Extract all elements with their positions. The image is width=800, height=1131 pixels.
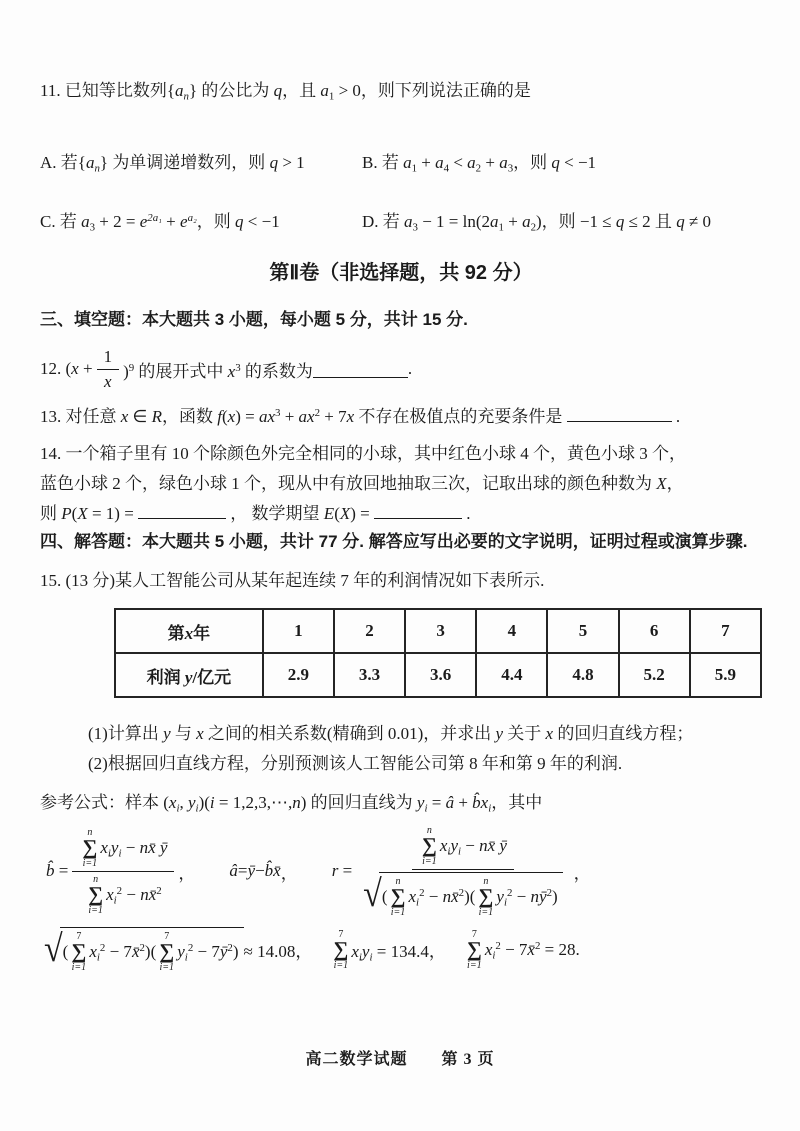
sum-upper-limit: n xyxy=(87,827,93,838)
sum-upper-limit: n xyxy=(426,825,432,836)
year-cell: 2 xyxy=(334,609,405,653)
radical-symbol: √ xyxy=(363,873,382,916)
q11-options-row-2 xyxy=(40,209,762,235)
part2-title: 第Ⅱ卷（非选择题，共 92 分） xyxy=(269,262,533,284)
q14-line-2: 蓝色小球 2 个，绿色小球 1 个，现从中有放回地抽取三次，记取出球的颜色种数为 X， xyxy=(40,474,684,493)
sqrt-radical xyxy=(363,872,563,918)
sigma-symbol: ∑ xyxy=(333,936,349,961)
q12-text-pre: 12. (x + xyxy=(40,359,93,378)
sum-lower-limit: i=1 xyxy=(333,959,349,971)
answer-blank xyxy=(567,405,672,422)
bhat-den-expr: $x_i^2$ − nx̄$^2$ xyxy=(106,884,162,907)
paren: ( xyxy=(381,886,388,906)
sum-upper-limit: 7 xyxy=(76,930,82,942)
year-cell: 6 xyxy=(619,609,690,653)
sigma-symbol: ∑ xyxy=(421,833,437,857)
q11-option-a: A. 若$\{a_n\}$ 为单调递增数列，则 q > 1 xyxy=(40,153,305,175)
radicand-y-expr: $y_i^2$ − $nȳ^2$ xyxy=(496,886,552,909)
profit-cell: 4.4 xyxy=(476,653,547,697)
r-lhs: r = xyxy=(331,861,353,881)
year-label-cell: 第x年 xyxy=(115,609,263,653)
hint-sum-xy xyxy=(330,929,445,971)
page-footer: 高二数学试题 第 3 页 xyxy=(305,1051,495,1068)
section4-title: 四、解答题：本大题共 5 小题，共计 77 分. 解答应写出必要的文字说明，证明过程或演算步骤. xyxy=(40,532,748,551)
q11-options-row-1 xyxy=(40,150,762,176)
comma: ， xyxy=(573,863,591,883)
summation xyxy=(159,931,174,973)
question-12 xyxy=(40,341,762,397)
question-13 xyxy=(40,404,762,430)
comma: ， xyxy=(178,863,196,883)
reference-formula-intro: 参考公式：样本 ($x_i$, $y_i)(i$ = 1,2,3,⋯,n) 的回归直线为 $y_i$ = â + $b̂x_i$，其中 xyxy=(40,793,543,815)
formula-ahat: â = ȳ − b̂x̄ ， xyxy=(229,861,298,883)
formula-bhat xyxy=(46,825,195,918)
q11-option-d: D. 若 $a_3 - 1 = \ln(2a_1 + a_2)$，则 −1 ≤ q ≤ 2 且 q ≠ 0 xyxy=(362,212,712,234)
q11-option-b: B. 若 $a_1 + a_4 < a_2 + a_3$，则 q < −1 xyxy=(362,153,597,175)
section3-title: 三、填空题：本大题共 3 小题，每小题 5 分，共计 15 分. xyxy=(40,310,468,329)
sigma-symbol: ∑ xyxy=(466,936,482,961)
summation xyxy=(82,827,97,869)
sum-upper-limit: 7 xyxy=(338,928,344,940)
radical-symbol: √ xyxy=(44,928,63,971)
q13-text: 13. 对任意 x ∈ R，函数 $f(x) = ax^3 + ax^2 + 7x$ 不存在极值点的充要条件是 xyxy=(40,407,563,426)
regression-formulas xyxy=(40,823,762,920)
q12-text-post: )$^9$ 的展开式中 $x^3$ 的系数为 xyxy=(123,361,313,381)
q14-line-3 xyxy=(40,499,762,529)
paren: )( xyxy=(144,941,157,961)
paren: ) xyxy=(232,941,239,961)
bhat-denominator xyxy=(78,872,169,918)
hint1-value: ≈ 14.08， xyxy=(243,942,313,962)
q12-period: . xyxy=(407,359,413,378)
year-cell: 3 xyxy=(405,609,476,653)
paren: ( xyxy=(62,941,69,961)
bhat-num-expr: $x_iy_i$ − nx̄ ȳ xyxy=(100,837,168,860)
bhat-lhs: b̂ = xyxy=(46,861,69,881)
profit-table xyxy=(114,608,762,698)
formula-r xyxy=(332,823,591,920)
paren: ) xyxy=(552,886,558,906)
q14-line-1: 14. 一个箱子里有 10 个除颜色外完全相同的小球，其中红色小球 4 个，黄色小球 3 个， xyxy=(40,444,686,463)
fraction-numerator: 1 xyxy=(97,345,120,370)
numeric-hints xyxy=(40,927,762,973)
q14-expectation-text: ， 数学期望 E(X) = xyxy=(230,504,374,523)
sum-lower-limit: i=1 xyxy=(478,906,494,918)
q15-part2: (2)根据回归直线方程，分别预测该人工智能公司第 8 年和第 9 年的利润. xyxy=(88,754,623,773)
sigma-symbol: ∑ xyxy=(390,883,406,908)
hint-sqrt-value xyxy=(44,927,312,973)
sum-upper-limit: 7 xyxy=(471,928,477,940)
summation xyxy=(422,825,437,867)
sum-upper-limit: n xyxy=(395,875,401,887)
q11-option-c: C. 若 $a_3 + 2 = e^{2a_1} + e^{a_2}$，则 q < −1 xyxy=(40,212,280,234)
table-row-years xyxy=(115,609,761,653)
summation xyxy=(88,874,103,916)
sqrt-radical xyxy=(44,927,244,973)
profit-cell: 5.2 xyxy=(619,653,690,697)
sigma-symbol: ∑ xyxy=(478,883,494,908)
r-numerator xyxy=(412,823,514,870)
summation xyxy=(467,929,482,971)
profit-cell: 3.6 xyxy=(405,653,476,697)
sigma-symbol: ∑ xyxy=(88,881,104,906)
hint1-x-expr: $x_i^2$ − 7x̄$^2$ xyxy=(89,941,145,964)
q13-period: . xyxy=(675,407,681,426)
profit-cell: 5.9 xyxy=(690,653,761,697)
bhat-numerator xyxy=(72,825,174,872)
profit-cell: 4.8 xyxy=(547,653,618,697)
summation xyxy=(333,929,348,971)
hint-sum-x2 xyxy=(464,929,580,971)
radicand xyxy=(60,927,244,973)
r-fraction xyxy=(356,823,570,920)
answer-blank xyxy=(374,502,462,519)
answer-blank xyxy=(313,360,408,377)
fraction-denominator: x xyxy=(104,371,112,391)
radicand xyxy=(379,872,563,918)
profit-cell: 2.9 xyxy=(263,653,334,697)
sum-lower-limit: i=1 xyxy=(390,906,406,918)
summation xyxy=(71,931,86,973)
radicand-x-expr: $x_i^2$ − nx̄$^2$ xyxy=(408,886,465,909)
q12-fraction xyxy=(97,345,120,394)
paren: )( xyxy=(464,886,476,906)
q14-period: . xyxy=(466,504,471,523)
summation xyxy=(391,876,406,918)
hint1-y-expr: $y_i^2$ − $7ȳ^2$ xyxy=(177,941,233,964)
r-denominator xyxy=(356,870,570,920)
question-11 xyxy=(40,78,762,235)
sum-upper-limit: n xyxy=(93,873,99,885)
sum-lower-limit: i=1 xyxy=(82,857,98,869)
sum-lower-limit: i=1 xyxy=(88,904,103,916)
answer-blank xyxy=(138,502,226,519)
year-cell: 7 xyxy=(690,609,761,653)
sum-upper-limit: 7 xyxy=(164,930,170,942)
profit-cell: 3.3 xyxy=(334,653,405,697)
table-row-profits xyxy=(115,653,761,697)
sum-lower-limit: i=1 xyxy=(422,855,437,867)
q14-prob-text: 则 P(X = 1) = xyxy=(40,504,139,523)
hint3-expr: $x_i^2$ − 7x̄$^2$ = 28. xyxy=(484,939,580,962)
year-cell: 5 xyxy=(547,609,618,653)
q15-part1: (1)计算出 y 与 x 之间的相关系数(精确到 0.01)，并求出 y 关于 x 的回归直线方程； xyxy=(88,724,694,743)
sigma-symbol: ∑ xyxy=(159,938,175,963)
year-cell: 1 xyxy=(263,609,334,653)
hint2-expr: $x_iy_i = 134.4$， xyxy=(351,942,446,964)
q11-stem: 11. 已知等比数列$\{a_n\}$ 的公比为 q，且 $a_1 > 0$，则下列说法正确的是 xyxy=(40,81,531,103)
q15-stem: 15. (13 分)某人工智能公司从某年起连续 7 年的利润情况如下表所示. xyxy=(40,571,545,590)
sigma-symbol: ∑ xyxy=(71,938,87,963)
sum-lower-limit: i=1 xyxy=(71,961,87,973)
profit-label-cell: 利润 y/亿元 xyxy=(115,653,263,697)
bhat-fraction xyxy=(72,825,174,918)
summation xyxy=(478,876,493,918)
question-15 xyxy=(40,568,762,973)
sum-lower-limit: i=1 xyxy=(467,959,482,971)
r-num-expr: $x_iy_i$ − nx̄ ȳ xyxy=(439,835,507,858)
question-14 xyxy=(40,439,762,529)
sum-lower-limit: i=1 xyxy=(159,961,174,973)
year-cell: 4 xyxy=(476,609,547,653)
sum-upper-limit: n xyxy=(483,875,489,887)
sigma-symbol: ∑ xyxy=(82,835,98,859)
